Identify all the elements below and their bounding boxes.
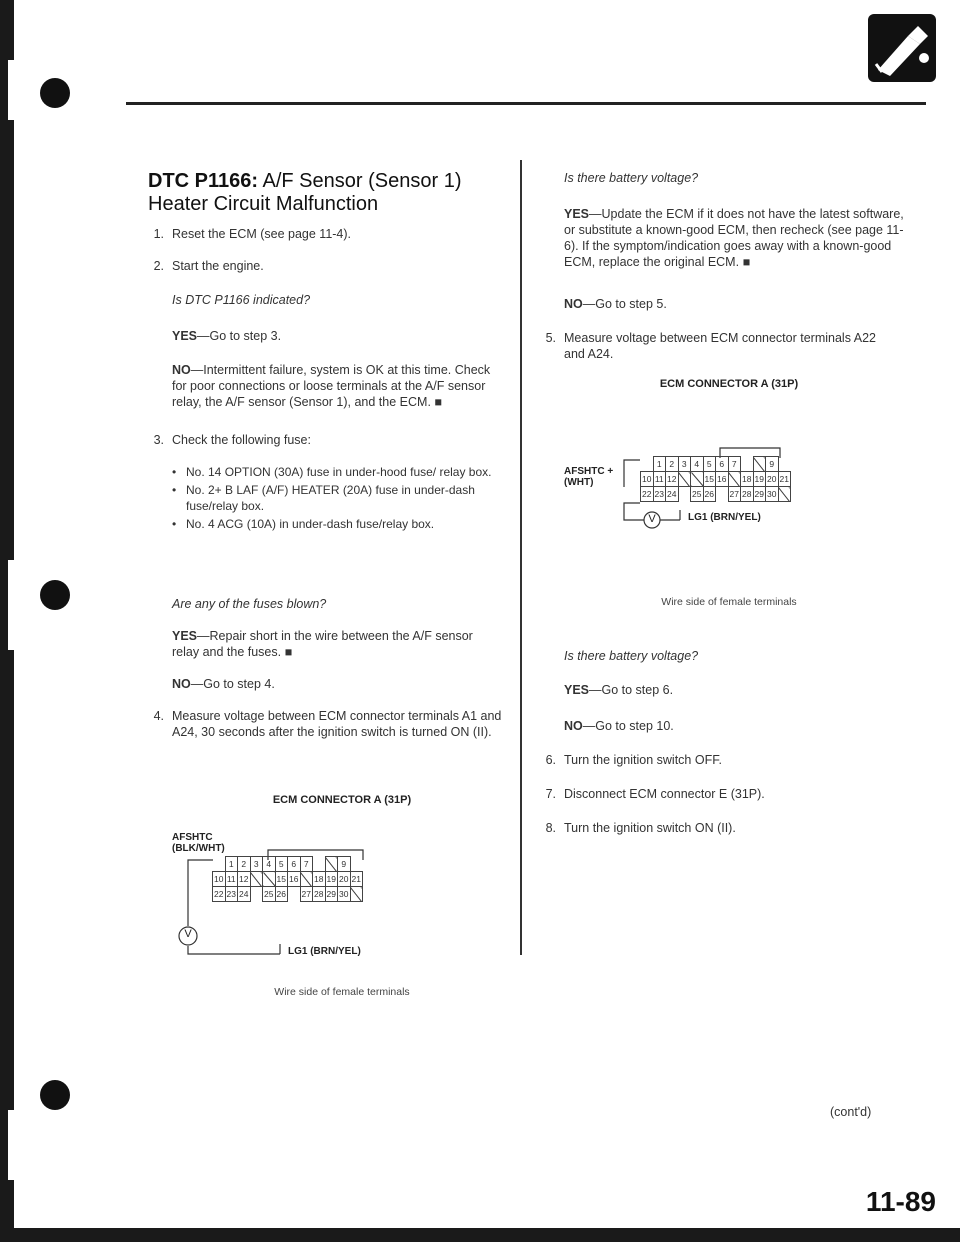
dtc-title-text: A/F Sensor (Sensor 1) Heater Circuit Malfunction	[148, 170, 462, 215]
connector-empty-terminal	[300, 872, 313, 887]
connector-spacer	[313, 857, 326, 872]
connector-terminal: 19	[325, 872, 338, 887]
connector-spacer	[716, 487, 729, 502]
question: Is there battery voltage?	[564, 171, 699, 185]
punch-hole	[40, 580, 70, 610]
step-text: Turn the ignition switch OFF.	[564, 753, 722, 767]
connector-terminal: 18	[313, 872, 326, 887]
answer-text: —Go to step 5.	[582, 297, 667, 311]
connector-terminal: 15	[275, 872, 288, 887]
no-answer	[172, 676, 502, 692]
step-number: 5.	[545, 331, 556, 345]
connector-terminal: 16	[288, 872, 301, 887]
connector-empty-terminal	[753, 457, 766, 472]
no-label: NO	[172, 363, 191, 377]
bottom-edge-bar	[0, 1228, 960, 1242]
connector-spacer	[678, 487, 691, 502]
connector-terminal: 30	[766, 487, 779, 502]
yes-label: YES	[172, 629, 198, 643]
connector-grid	[640, 456, 791, 502]
connector-terminal: 23	[653, 487, 666, 502]
answer-text: —Go to step 4.	[190, 677, 275, 691]
step-number: 2.	[153, 259, 164, 273]
connector-spacer	[288, 887, 301, 902]
connector-terminal: 27	[300, 887, 313, 902]
yes-answer	[564, 206, 904, 270]
page-number: 11-89	[865, 1186, 936, 1217]
list-item: • No. 14 OPTION (30A) fuse in under-hood fuse/ relay box.	[172, 465, 492, 479]
connector-terminal: 25	[263, 887, 276, 902]
connector-terminal: 18	[741, 472, 754, 487]
connector-terminal: 2	[238, 857, 251, 872]
connector-terminal: 1	[225, 857, 238, 872]
connector-spacer	[741, 457, 754, 472]
question: Is DTC P1166 indicated?	[172, 293, 311, 307]
step-number: 3.	[153, 433, 164, 447]
connector-empty-terminal	[691, 472, 704, 487]
connector-terminal: 21	[350, 872, 363, 887]
step-text: Disconnect ECM connector E (31P).	[564, 787, 765, 801]
binding-edge-notch	[8, 1110, 16, 1180]
connector-row	[213, 872, 363, 887]
connector-empty-terminal	[350, 887, 363, 902]
no-label: NO	[172, 677, 191, 691]
connector-empty-terminal	[778, 487, 791, 502]
wire-label: AFSHTC (BLK/WHT)	[172, 832, 225, 854]
connector-terminal: 4	[691, 457, 704, 472]
yes-answer	[172, 628, 502, 660]
connector-terminal: 11	[225, 872, 238, 887]
connector-terminal: 7	[728, 457, 741, 472]
no-answer	[564, 296, 894, 312]
connector-terminal: 16	[716, 472, 729, 487]
connector-terminal: 21	[778, 472, 791, 487]
no-answer	[564, 718, 894, 734]
no-answer	[172, 362, 502, 410]
connector-terminal: 5	[703, 457, 716, 472]
connector-terminal: 5	[275, 857, 288, 872]
diagram-caption: ECM CONNECTOR A (31P)	[272, 794, 412, 806]
wire-label: LG1 (BRN/YEL)	[688, 512, 761, 523]
connector-terminal: 22	[213, 887, 226, 902]
connector-terminal: 3	[678, 457, 691, 472]
punch-hole	[40, 78, 70, 108]
connector-terminal: 30	[338, 887, 351, 902]
step-number: 7.	[545, 787, 556, 801]
step-text: Check the following fuse:	[172, 433, 311, 447]
yes-label: YES	[564, 683, 590, 697]
connector-terminal: 24	[666, 487, 679, 502]
connector-terminal: 20	[338, 872, 351, 887]
no-label: NO	[564, 719, 583, 733]
ecm-connector-diagram-right	[620, 440, 880, 580]
connector-terminal: 12	[666, 472, 679, 487]
answer-text: —Update the ECM if it does not have the latest software, or substitute a known-good ECM, then recheck (see page 11-6). If the symptom/indication goes away with a known-good ECM, replace the original ECM.	[564, 207, 904, 269]
answer-text: —Go to step 6.	[589, 683, 674, 697]
diagram-footnote: Wire side of female terminals	[274, 986, 410, 998]
end-mark: ■	[742, 255, 751, 269]
connector-terminal: 26	[703, 487, 716, 502]
punch-hole	[40, 1080, 70, 1110]
connector-terminal: 1	[653, 457, 666, 472]
answer-text: —Go to step 3.	[197, 329, 282, 343]
connector-empty-terminal	[325, 857, 338, 872]
step-text: Turn the ignition switch ON (II).	[564, 821, 736, 835]
header-rule	[126, 102, 926, 105]
connector-terminal: 7	[300, 857, 313, 872]
yes-label: YES	[564, 207, 590, 221]
list-item: • No. 4 ACG (10A) in under-dash fuse/relay box.	[172, 517, 435, 531]
connector-terminal: 22	[641, 487, 654, 502]
connector-spacer	[250, 887, 263, 902]
connector-row	[213, 857, 363, 872]
wire-label: AFSHTC + (WHT)	[564, 466, 614, 488]
page-title	[148, 170, 488, 216]
connector-terminal: 29	[753, 487, 766, 502]
step-text: Reset the ECM (see page 11-4).	[172, 227, 352, 241]
fuel-injection-section-icon	[868, 14, 936, 82]
fuse-list	[172, 464, 502, 532]
connector-empty-terminal	[263, 872, 276, 887]
connector-terminal: 4	[263, 857, 276, 872]
connector-terminal: 9	[766, 457, 779, 472]
continued-note: (cont'd)	[830, 1105, 872, 1119]
list-item: • No. 2+ B LAF (A/F) HEATER (20A) fuse in under-dash fuse/relay box.	[172, 483, 475, 513]
diagram-caption: ECM CONNECTOR A (31P)	[659, 378, 799, 390]
connector-terminal: 9	[338, 857, 351, 872]
connector-terminal: 27	[728, 487, 741, 502]
step-text: Measure voltage between ECM connector terminals A1 and A24, 30 seconds after the ignition switch is turned ON (II).	[172, 709, 502, 739]
connector-terminal: 10	[213, 872, 226, 887]
connector-terminal: 25	[691, 487, 704, 502]
connector-terminal: 10	[641, 472, 654, 487]
step-text: Measure voltage between ECM connector terminals A22 and A24.	[564, 331, 876, 361]
wire-label: LG1 (BRN/YEL)	[288, 946, 361, 957]
connector-row	[641, 457, 791, 472]
answer-text: —Intermittent failure, system is OK at this time. Check for poor connections or loose terminals at the A/F sensor relay, the A/F sensor (Sensor 1), and the ECM.	[172, 363, 491, 409]
connector-terminal: 28	[313, 887, 326, 902]
step-text: Start the engine.	[172, 259, 264, 273]
connector-empty-terminal	[728, 472, 741, 487]
diagram-footnote: Wire side of female terminals	[661, 596, 797, 608]
connector-terminal: 23	[225, 887, 238, 902]
binding-edge-notch	[8, 560, 16, 650]
dtc-code: DTC P1166:	[148, 170, 259, 192]
connector-terminal: 29	[325, 887, 338, 902]
connector-terminal: 6	[716, 457, 729, 472]
no-label: NO	[564, 297, 583, 311]
step-number: 8.	[545, 821, 556, 835]
connector-terminal: 26	[275, 887, 288, 902]
connector-spacer	[213, 857, 226, 872]
yes-answer	[564, 682, 894, 698]
column-divider	[520, 160, 522, 955]
voltmeter-icon: V	[184, 928, 192, 940]
connector-row	[213, 887, 363, 902]
binding-edge-notch	[8, 60, 16, 120]
connector-terminal: 19	[753, 472, 766, 487]
connector-row	[641, 472, 791, 487]
connector-terminal: 11	[653, 472, 666, 487]
connector-grid	[212, 856, 363, 902]
answer-text: —Repair short in the wire between the A/F sensor relay and the fuses.	[172, 629, 473, 659]
ecm-connector-diagram-left	[168, 846, 478, 966]
connector-empty-terminal	[678, 472, 691, 487]
end-mark: ■	[284, 645, 293, 659]
connector-terminal: 28	[741, 487, 754, 502]
connector-empty-terminal	[250, 872, 263, 887]
connector-row	[641, 487, 791, 502]
connector-terminal: 15	[703, 472, 716, 487]
answer-text: —Go to step 10.	[582, 719, 674, 733]
connector-terminal: 3	[250, 857, 263, 872]
end-mark: ■	[434, 395, 442, 409]
question: Is there battery voltage?	[564, 649, 699, 663]
connector-terminal: 6	[288, 857, 301, 872]
yes-answer	[172, 328, 502, 344]
connector-terminal: 24	[238, 887, 251, 902]
connector-terminal: 20	[766, 472, 779, 487]
connector-spacer	[641, 457, 654, 472]
step-number: 1.	[153, 227, 164, 241]
voltmeter-icon: V	[648, 513, 656, 525]
connector-terminal: 12	[238, 872, 251, 887]
connector-terminal: 2	[666, 457, 679, 472]
question: Are any of the fuses blown?	[172, 597, 327, 611]
step-number: 4.	[153, 709, 164, 723]
yes-label: YES	[172, 329, 198, 343]
step-number: 6.	[545, 753, 556, 767]
